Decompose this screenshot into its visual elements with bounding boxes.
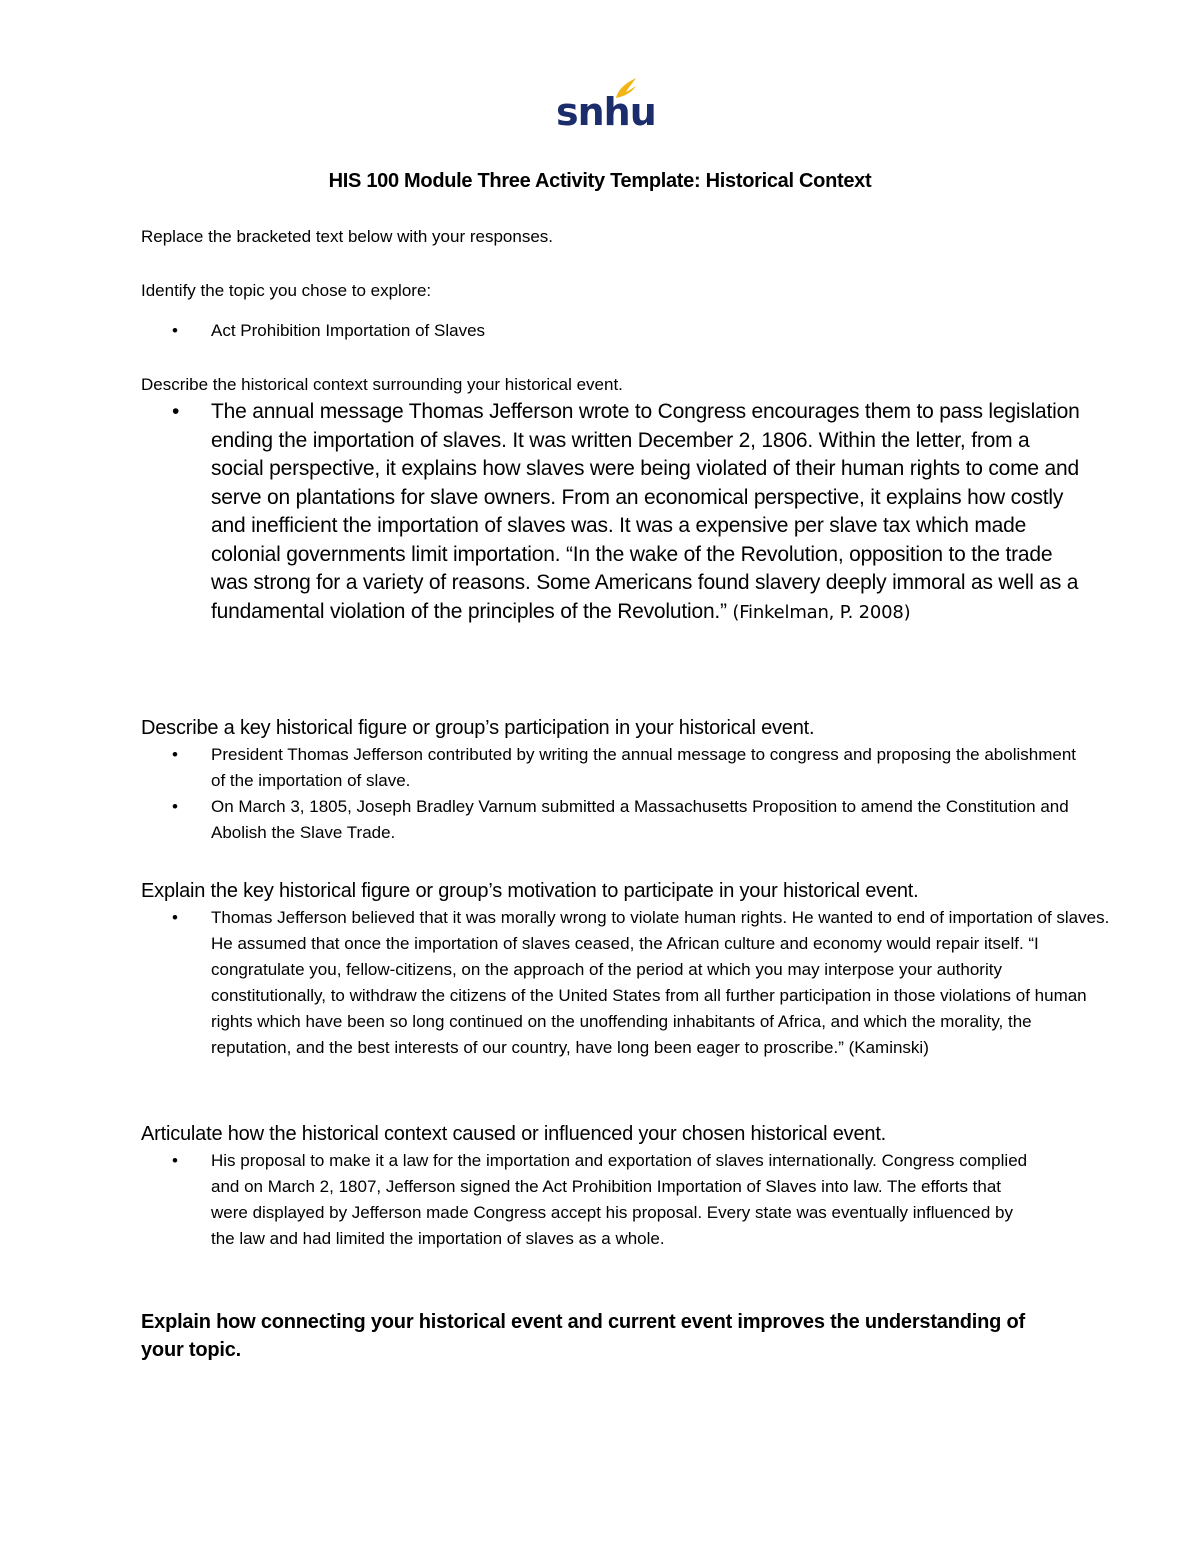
bullet-marker: • <box>172 400 180 423</box>
logo-text: snhu <box>556 90 656 134</box>
bullet-marker: • <box>172 797 178 816</box>
instructions-text: Replace the bracketed text below with your responses. <box>141 227 554 246</box>
influence-prompt: Articulate how the historical context caused or influenced your chosen historical event. <box>141 1123 887 1145</box>
topic-prompt: Identify the topic you chose to explore: <box>141 281 432 300</box>
figure-bullet-1: President Thomas Jefferson contributed by writing the annual message to congress and proposing the abolishment of the importation of slave. <box>211 745 1076 790</box>
context-citation: (Finkelman, P. 2008) <box>726 601 911 623</box>
topic-bullet: Act Prohibition Importation of Slaves <box>211 321 486 340</box>
figure-bullet-2: On March 3, 1805, Joseph Bradley Varnum submitted a Massachusetts Proposition to amend the Constitution and Abolish the Slave Trade. <box>211 797 1069 842</box>
motivation-bullet: Thomas Jefferson believed that it was morally wrong to violate human rights. He wanted to end of importation of slaves. He assumed that once the importation of slaves ceased, the African culture and economy would repair itself. “I congratulate you, fellow-citizens, on the approach of the period at which you may interpose your authority constitutionally, to withdraw the citizens of the United States from all further participation in those violations of human rights which have been so long continued on the unoffending inhabitants of Africa, and which the morality, the reputation, and the best interests of our country, have long been eager to proscribe.” (Kaminski) <box>211 908 1110 1057</box>
page-title: HIS 100 Module Three Activity Template: Historical Context <box>328 170 872 192</box>
motivation-prompt: Explain the key historical figure or group’s motivation to participate in your historical event. <box>141 880 919 902</box>
snhu-logo <box>556 76 656 134</box>
bullet-marker: • <box>172 1151 178 1170</box>
context-bullet <box>211 398 1081 627</box>
context-bullet-text: The annual message Thomas Jefferson wrote to Congress encourages them to pass legislation ending the importation of slaves. It was written December 2, 1806. Within the letter, from a social perspective, it explains how slaves were being violated of their human rights to come and serve on plantations for slave owners. From an economical perspective, it explains how costly and inefficient the importation of slaves was. It was a expensive per slave tax which made colonial governments limit importation. “In the wake of the Revolution, opposition to the trade was strong for a variety of reasons. Some Americans found slavery deeply immoral as well as a fundamental violation of the principles of the Revolution.” <box>211 400 1080 623</box>
connection-prompt: Explain how connecting your historical event and current event improves the understanding of your topic. <box>141 1311 1025 1361</box>
bullet-marker: • <box>172 321 178 340</box>
influence-bullet: His proposal to make it a law for the importation and exportation of slaves internationally. Congress complied and on March 2, 1807, Jefferson signed the Act Prohibition Importation of Slaves into law. The efforts that were displayed by Jefferson made Congress accept his proposal. Every state was eventually influenced by the law and had limited the importation of slaves as a whole. <box>211 1151 1028 1248</box>
figure-prompt: Describe a key historical figure or group’s participation in your historical event. <box>141 717 815 739</box>
context-prompt: Describe the historical context surrounding your historical event. <box>141 375 623 394</box>
bullet-marker: • <box>172 908 178 927</box>
bullet-marker: • <box>172 745 178 764</box>
